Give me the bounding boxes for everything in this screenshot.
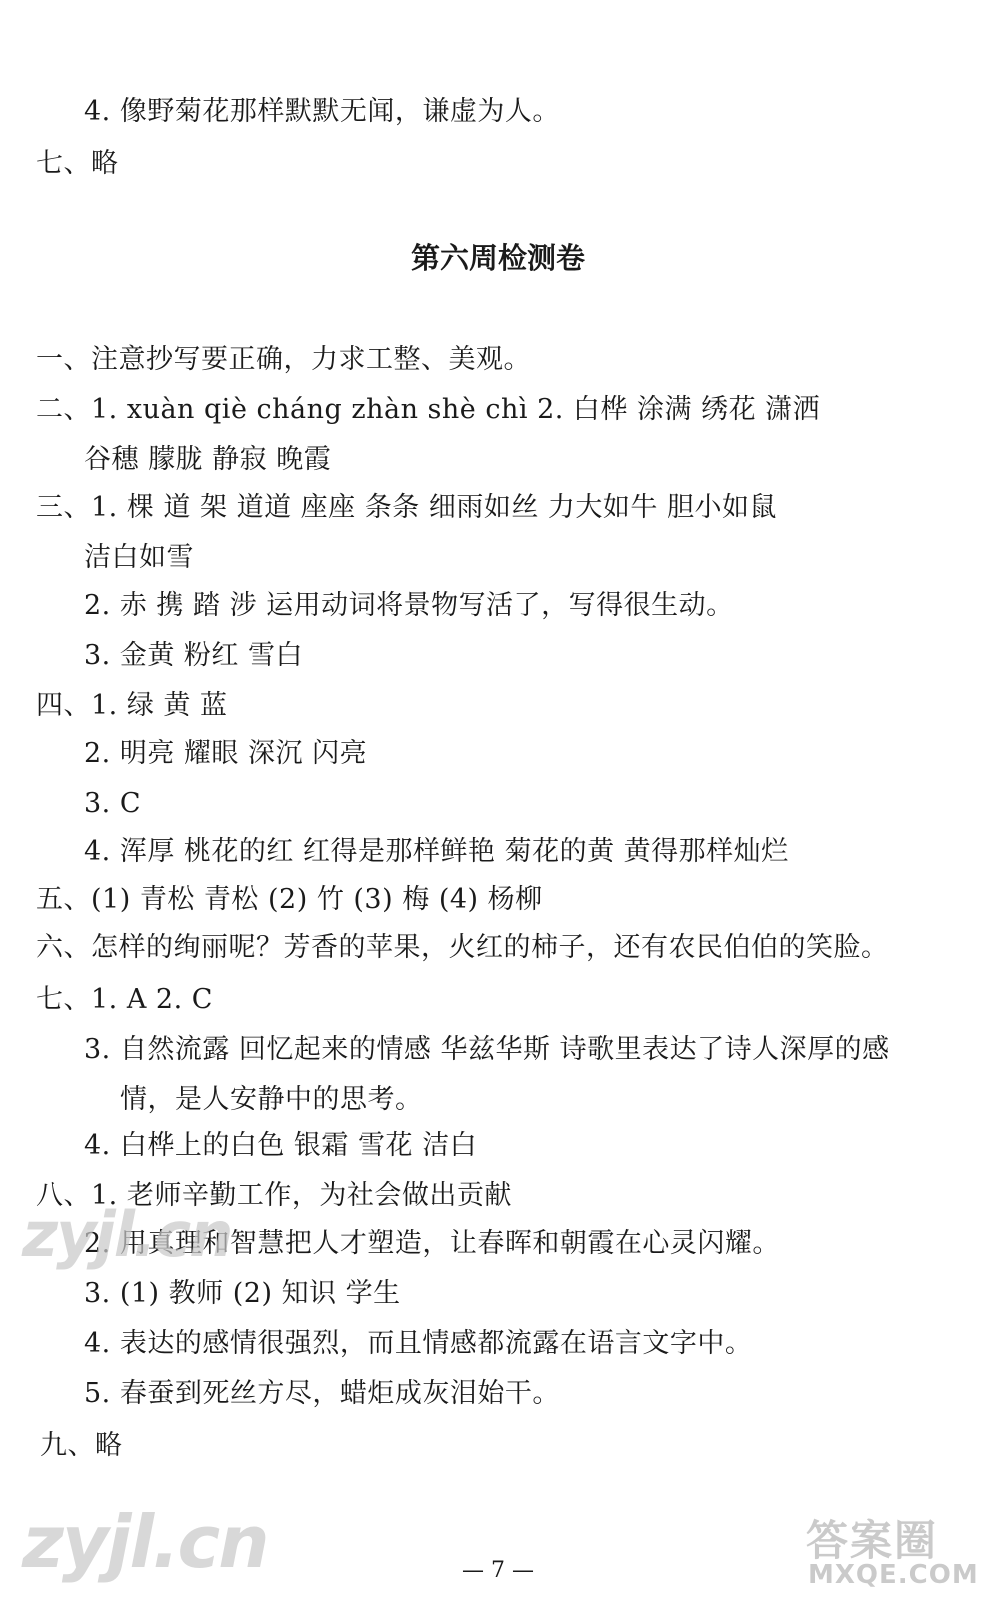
answer-line: 一、注意抄写要正确，力求工整、美观。 bbox=[36, 344, 531, 375]
answer-line: 七、略 bbox=[36, 148, 119, 179]
answer-line: 5. 春蚕到死丝方尽，蜡炬成灰泪始干。 bbox=[84, 1378, 560, 1409]
section-title: 第六周检测卷 bbox=[410, 241, 585, 275]
answer-line: 八、1. 老师辛勤工作，为社会做出贡献 bbox=[36, 1180, 512, 1211]
answer-line: 六、怎样的绚丽呢？芳香的苹果，火红的柿子，还有农民伯伯的笑脸。 bbox=[36, 932, 889, 963]
answer-line: 四、1. 绿 黄 蓝 bbox=[36, 690, 228, 721]
answer-line: 九、略 bbox=[40, 1430, 123, 1461]
answer-line: 三、1. 棵 道 架 道道 座座 条条 细雨如丝 力大如牛 胆小如鼠 bbox=[36, 492, 778, 523]
answer-line: 3. 金黄 粉红 雪白 bbox=[84, 640, 304, 671]
answer-line: 2. 赤 携 踏 涉 运用动词将景物写活了，写得很生动。 bbox=[84, 590, 734, 621]
watermark-bottom-right-cn: 答案圈 bbox=[806, 1516, 939, 1565]
answer-line: 4. 像野菊花那样默默无闻，谦虚为人。 bbox=[84, 96, 560, 127]
watermark-mid: zyjl.cn bbox=[22, 1198, 232, 1271]
answer-line: 洁白如雪 bbox=[84, 542, 194, 573]
answer-line: 2. 明亮 耀眼 深沉 闪亮 bbox=[84, 738, 368, 769]
answer-line: 3. C bbox=[84, 788, 142, 819]
page-number: — 7 — bbox=[462, 1558, 534, 1583]
answer-line: 二、1. xuàn qiè cháng zhàn shè chì 2. 白桦 涂满 绣花 潇洒 bbox=[36, 394, 821, 425]
watermark-bottom-left: zyjl.cn bbox=[22, 1500, 268, 1584]
answer-line: 3. 自然流露 回忆起来的情感 华兹华斯 诗歌里表达了诗人深厚的感 bbox=[84, 1034, 890, 1065]
answer-line: 2. 用真理和智慧把人才塑造，让春晖和朝霞在心灵闪耀。 bbox=[84, 1228, 780, 1259]
answer-line: 五、(1) 青松 青松 (2) 竹 (3) 梅 (4) 杨柳 bbox=[36, 884, 543, 915]
answer-line: 3. (1) 教师 (2) 知识 学生 bbox=[84, 1278, 401, 1309]
answer-line: 七、1. A 2. C bbox=[36, 984, 213, 1015]
watermark-bottom-right-url: MXQE.COM bbox=[808, 1560, 979, 1590]
answer-line: 情，是人安静中的思考。 bbox=[120, 1084, 423, 1115]
answer-line: 谷穗 朦胧 静寂 晚霞 bbox=[84, 444, 332, 475]
answer-line: 4. 表达的感情很强烈，而且情感都流露在语言文字中。 bbox=[84, 1328, 753, 1359]
answer-line: 4. 白桦上的白色 银霜 雪花 洁白 bbox=[84, 1130, 478, 1161]
answer-line: 4. 浑厚 桃花的红 红得是那样鲜艳 菊花的黄 黄得那样灿烂 bbox=[84, 836, 789, 867]
